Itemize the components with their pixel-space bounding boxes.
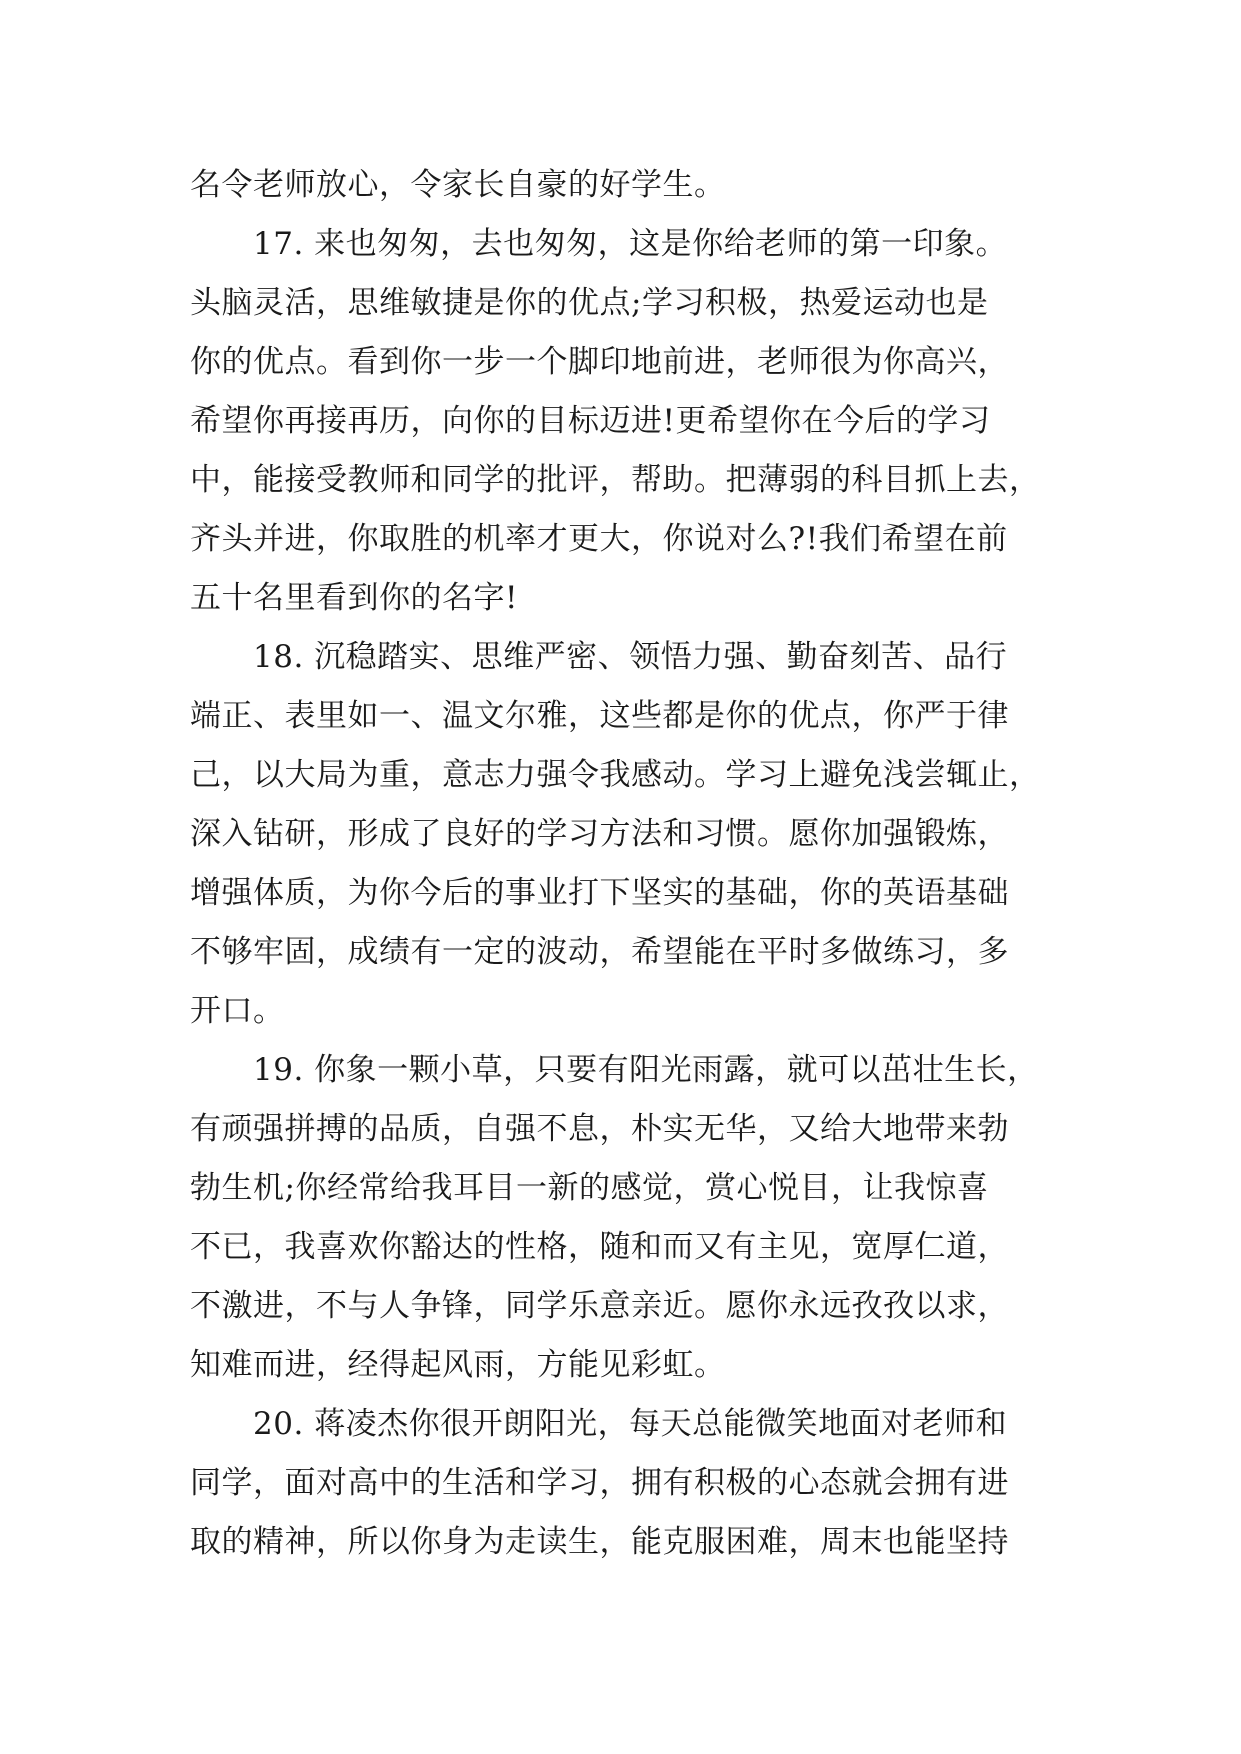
text-line: 有顽强拼搏的品质，自强不息，朴实无华，又给大地带来勃	[190, 1111, 1009, 1147]
text-line: 开口。	[190, 993, 285, 1029]
text-body	[190, 156, 1070, 1572]
text-line: 不已，我喜欢你豁达的性格，随和而又有主见，宽厚仁道，	[190, 1229, 1009, 1265]
text-line: 己，以大局为重，意志力强令我感动。学习上避免浅尝辄止，	[190, 757, 1041, 793]
text-line: 中，能接受教师和同学的批评，帮助。把薄弱的科目抓上去，	[190, 462, 1041, 498]
text-line: 不激进，不与人争锋，同学乐意亲近。愿你永远孜孜以求，	[190, 1288, 1009, 1324]
text-line: 你的优点。看到你一步一个脚印地前进，老师很为你高兴，	[190, 344, 1009, 380]
text-line: 不够牢固，成绩有一定的波动，希望能在平时多做练习，多	[190, 934, 1009, 970]
text-line: 同学，面对高中的生活和学习，拥有积极的心态就会拥有进	[190, 1465, 1009, 1501]
text-line: 取的精神，所以你身为走读生，能克服困难，周末也能坚持	[190, 1524, 1009, 1560]
text-line: 端正、表里如一、温文尔雅，这些都是你的优点，你严于律	[190, 698, 1009, 734]
paragraph-18-start: 18. 沉稳踏实、思维严密、领悟力强、勤奋刻苦、品行	[253, 639, 1008, 675]
text-line: 名令老师放心，令家长自豪的好学生。	[190, 167, 726, 203]
paragraph-20-start: 20. 蒋凌杰你很开朗阳光，每天总能微笑地面对老师和	[253, 1406, 1008, 1442]
text-line: 勃生机;你经常给我耳目一新的感觉，赏心悦目，让我惊喜	[190, 1170, 989, 1206]
text-line: 齐头并进，你取胜的机率才更大，你说对么?!我们希望在前	[190, 521, 1008, 557]
paragraph-17-start: 17. 来也匆匆，去也匆匆，这是你给老师的第一印象。	[253, 226, 1008, 262]
paragraph-19-start: 19. 你象一颗小草，只要有阳光雨露，就可以茁壮生长，	[253, 1052, 1039, 1088]
text-line: 头脑灵活，思维敏捷是你的优点;学习积极，热爱运动也是	[190, 285, 989, 321]
text-line: 希望你再接再历，向你的目标迈进!更希望你在今后的学习	[190, 403, 991, 439]
text-line: 知难而进，经得起风雨，方能见彩虹。	[190, 1347, 726, 1383]
text-line: 增强体质，为你今后的事业打下坚实的基础，你的英语基础	[190, 875, 1009, 911]
text-line: 五十名里看到你的名字!	[190, 580, 518, 616]
text-line: 深入钻研，形成了良好的学习方法和习惯。愿你加强锻炼，	[190, 816, 1009, 852]
